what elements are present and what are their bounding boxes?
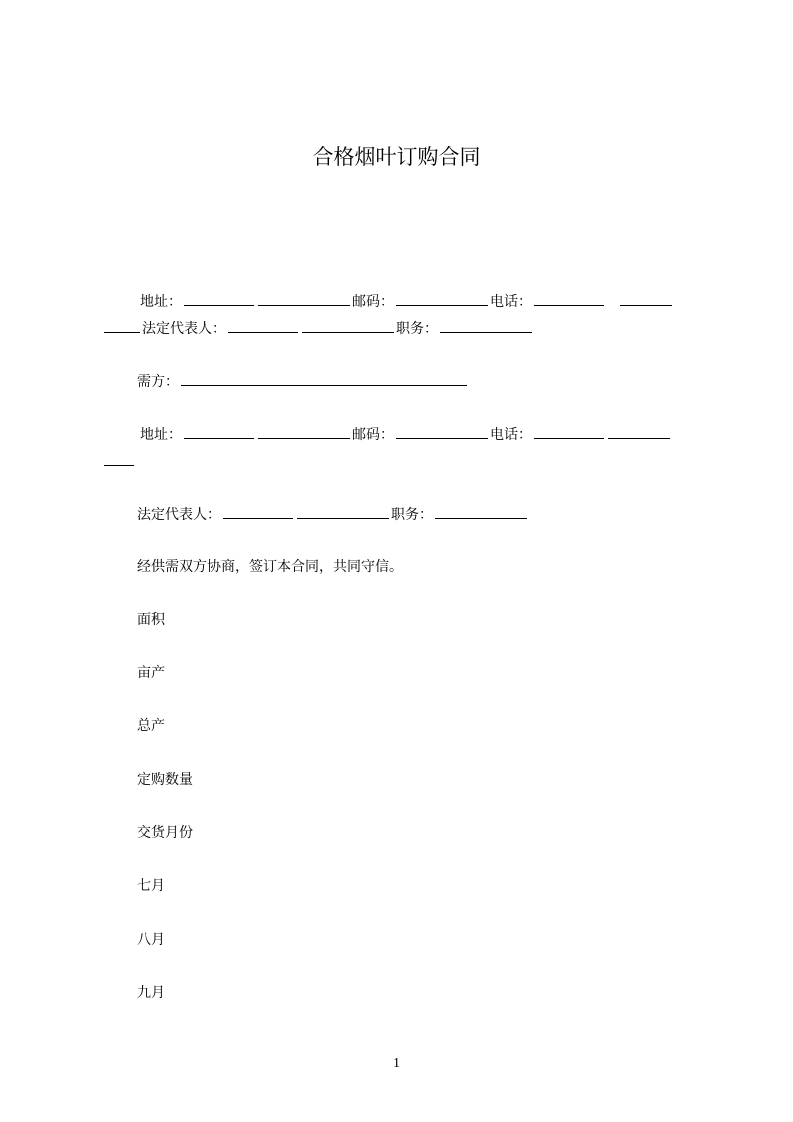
buyer-contact-line [140,424,672,445]
item-august: 八月 [137,932,165,948]
buyer-address-label: 地址： [140,427,182,443]
supplier-phone-blank-2 [620,291,672,306]
supplier-position-blank [440,318,532,333]
buyer-position-label: 职务： [391,507,433,523]
buyer-position-blank [435,504,527,519]
buyer-continuation-blank [104,451,134,466]
supplier-address-label: 地址： [140,294,182,310]
supplier-postcode-blank [396,291,488,306]
supplier-rep-line [104,318,534,339]
agreement-paragraph: 经供需双方协商，签订本合同，共同守信。 [137,559,403,575]
item-delivery-month: 交货月份 [137,825,193,841]
document-title: 合格烟叶订购合同 [312,145,481,169]
item-total-output: 总产 [137,718,165,734]
buyer-legal-rep-blank [223,504,293,519]
supplier-continuation-blank [104,318,140,333]
item-yield-per-mu: 亩产 [137,665,165,681]
item-september: 九月 [137,985,165,1001]
buyer-address-blank [184,424,254,439]
supplier-legal-rep-blank-2 [302,318,394,333]
supplier-legal-rep-label: 法定代表人： [142,321,226,337]
supplier-phone-label: 电话： [490,294,532,310]
buyer-phone-blank [534,424,604,439]
supplier-address-blank [184,291,254,306]
buyer-phone-label: 电话： [490,427,532,443]
supplier-postcode-label: 邮码： [352,294,394,310]
buyer-address-blank-2 [258,424,350,439]
buyer-line [137,371,469,392]
item-area: 面积 [137,612,165,628]
page-number: 1 [393,1056,400,1071]
buyer-postcode-blank [396,424,488,439]
buyer-phone-blank-2 [608,424,670,439]
buyer-postcode-label: 邮码： [352,427,394,443]
supplier-contact-line [140,291,674,312]
buyer-continuation-line [104,451,136,472]
buyer-label: 需方： [137,374,179,390]
item-order-quantity: 定购数量 [137,772,193,788]
buyer-legal-rep-label: 法定代表人： [137,507,221,523]
supplier-phone-blank [534,291,604,306]
supplier-address-blank-2 [258,291,350,306]
buyer-legal-rep-blank-2 [297,504,389,519]
item-july: 七月 [137,878,165,894]
supplier-legal-rep-blank [228,318,298,333]
buyer-name-blank [181,371,467,386]
supplier-position-label: 职务： [396,321,438,337]
buyer-rep-line [137,504,529,525]
